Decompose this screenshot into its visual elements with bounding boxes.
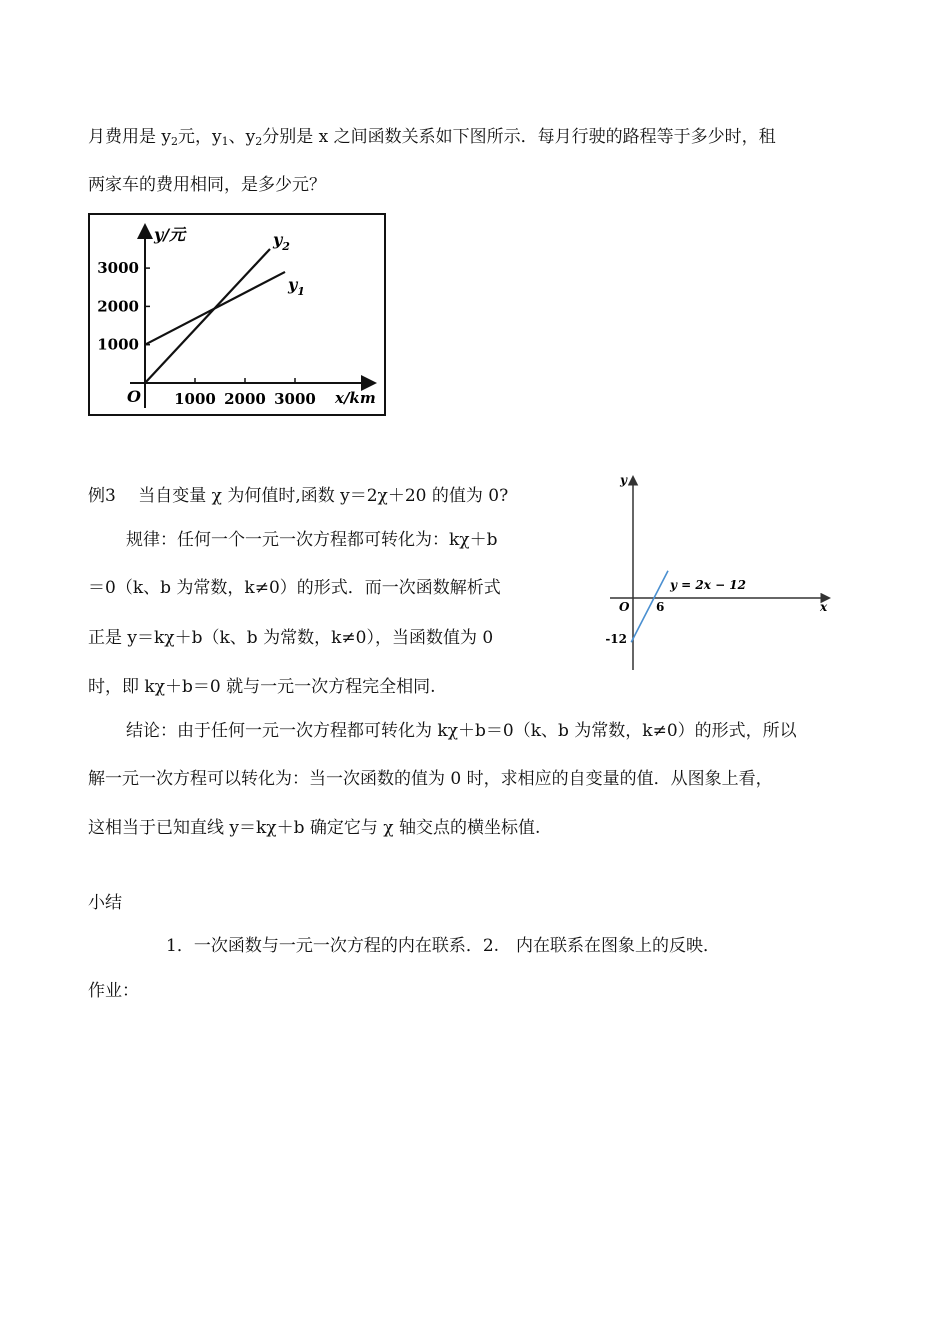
y-tick-label: 3000 xyxy=(97,259,139,278)
subscript: 2 xyxy=(171,135,179,148)
tick-group xyxy=(97,259,316,408)
rule-line-4: 时，即 kχ＋b＝0 就与一元一次方程完全相同. xyxy=(88,677,436,697)
rule-line-1: 规律：任何一个一元一次方程都可转化为：kχ＋b xyxy=(126,530,498,550)
text-segment: 月费用是 y xyxy=(88,127,172,147)
series-line-y2 xyxy=(145,249,270,383)
subscript: 2 xyxy=(255,135,263,148)
rule-line-3: 正是 y＝kχ＋b（k、b 为常数，k≠0），当函数值为 0 xyxy=(88,628,494,648)
y-tick-label: -12 xyxy=(605,631,627,646)
cost-chart xyxy=(90,215,384,414)
series-group xyxy=(631,571,746,642)
summary-items: 1．一次函数与一元一次方程的内在联系．2. 内在联系在图象上的反映． xyxy=(166,936,721,956)
paragraph-line-2: 两家车的费用相同，是多少元？ xyxy=(88,175,326,195)
y-tick-label: 2000 xyxy=(97,297,139,316)
homework-label: 作业： xyxy=(88,981,139,1001)
x-axis-label: x xyxy=(820,600,828,614)
origin-label: O xyxy=(127,387,141,406)
summary-title: 小结 xyxy=(88,893,122,913)
series-label-y1: $y_1$ xyxy=(288,274,305,298)
example-3-heading: 例3 当自变量 χ 为何值时,函数 y＝2χ＋20 的值为 0? xyxy=(88,486,509,506)
y-axis-label: y/元 xyxy=(154,225,186,244)
origin-label: O xyxy=(619,600,630,614)
rule-line-2: ＝0（k、b 为常数，k≠0）的形式．而一次函数解析式 xyxy=(88,578,501,598)
conclusion-line-1: 结论：由于任何一元一次方程都可转化为 kχ＋b＝0（k、b 为常数，k≠0）的形式，所以 xyxy=(126,721,797,741)
x-tick-label: 2000 xyxy=(224,390,266,408)
text-segment: 元，y xyxy=(178,127,222,147)
text-segment: 分别是 x 之间函数关系如下图所示．每月行驶的路程等于多少时，租 xyxy=(262,127,776,147)
series-label: y = 2x − 12 xyxy=(670,577,746,592)
paragraph-line-1 xyxy=(88,126,776,148)
conclusion-line-3: 这相当于已知直线 y＝kχ＋b 确定它与 χ 轴交点的横坐标值. xyxy=(88,818,541,838)
x-tick-label: 3000 xyxy=(274,390,316,408)
linear-function-graph-frame xyxy=(600,470,840,675)
linear-function-graph xyxy=(600,470,840,675)
series-label-y2: $y_2$ xyxy=(273,229,290,253)
y-axis-label: y xyxy=(620,473,627,487)
subscript: 1 xyxy=(221,135,229,148)
x-tick-label: 6 xyxy=(656,600,665,614)
tick-group xyxy=(605,600,664,646)
x-tick-label: 1000 xyxy=(174,390,216,408)
text-segment: 、y xyxy=(228,127,256,147)
conclusion-line-2: 解一元一次方程可以转化为：当一次函数的值为 0 时，求相应的自变量的值．从图象上看， xyxy=(88,769,773,789)
cost-chart-frame xyxy=(88,213,386,416)
x-axis-label: x/km xyxy=(335,389,376,407)
series-group xyxy=(145,230,305,383)
y-tick-label: 1000 xyxy=(97,335,139,354)
